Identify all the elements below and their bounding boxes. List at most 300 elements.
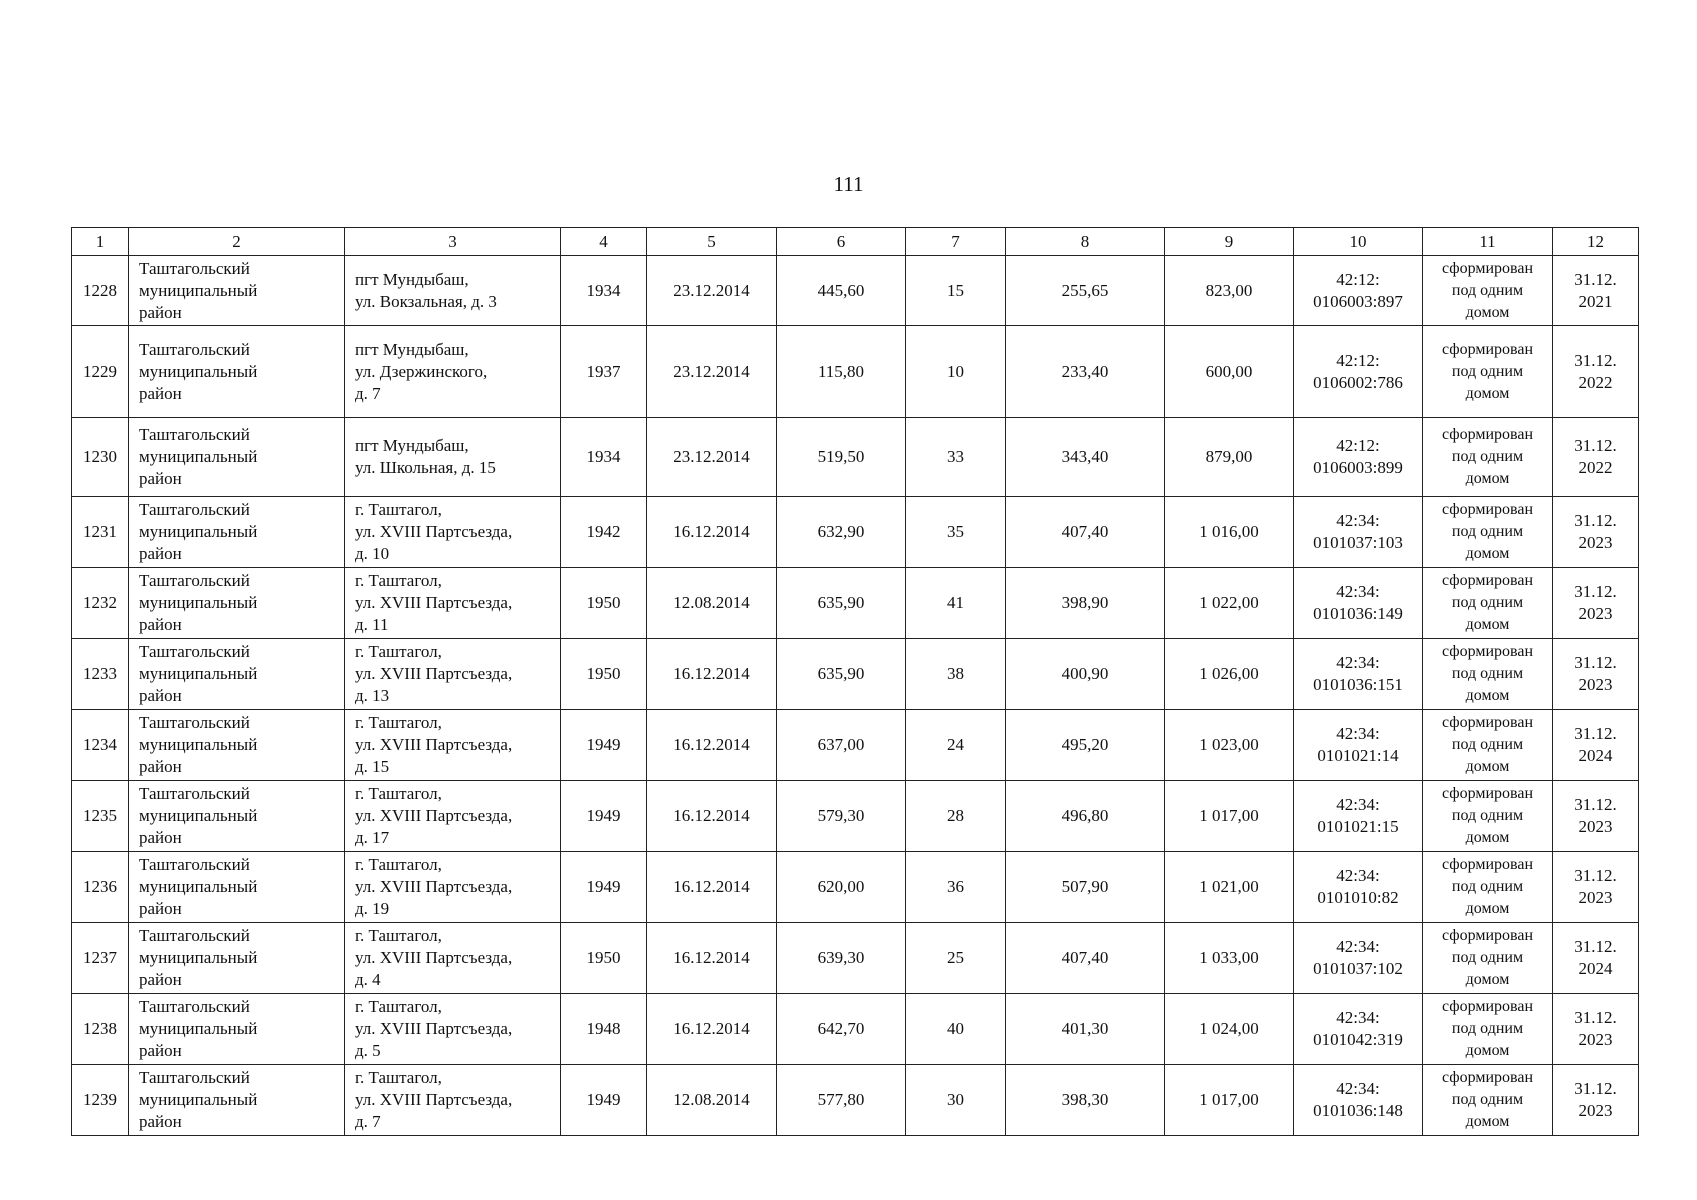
cell-line: под одним (1451, 807, 1524, 824)
column-8-cell: 401,30 (1006, 994, 1165, 1065)
cell-line: домом (1465, 303, 1510, 321)
district-cell (129, 497, 345, 568)
cell-line: сформирован (1441, 501, 1534, 518)
cell-line: сформирован (1441, 998, 1534, 1015)
cell-line: 42:34: (1336, 866, 1380, 885)
column-8-cell: 233,40 (1006, 326, 1165, 418)
cell-line: д. 5 (355, 1041, 381, 1060)
cell-line: Таштагольский (139, 1068, 250, 1087)
column-7-cell: 41 (906, 568, 1006, 639)
column-header-12: 12 (1553, 228, 1639, 256)
housing-register-table (71, 227, 1639, 1136)
row-number-cell: 1234 (72, 710, 129, 781)
column-9-cell: 1 024,00 (1165, 994, 1294, 1065)
cell-line: 31.12. (1574, 724, 1617, 743)
cell-line: Таштагольский (139, 713, 250, 732)
cell-line: ул. XVIII Партсъезда, (355, 877, 513, 896)
cell-line: г. Таштагол, (355, 926, 442, 945)
year-cell: 1934 (561, 256, 647, 326)
year-cell: 1949 (561, 1065, 647, 1136)
cell-line: 42:34: (1336, 511, 1380, 530)
date-cell: 12.08.2014 (647, 1065, 777, 1136)
area-cell: 519,50 (777, 418, 906, 497)
cell-line: 42:34: (1336, 724, 1380, 743)
year-cell: 1934 (561, 418, 647, 497)
row-number-cell: 1237 (72, 923, 129, 994)
table-row (72, 639, 1639, 710)
column-header-8: 8 (1006, 228, 1165, 256)
cell-line: 31.12. (1574, 511, 1617, 530)
cell-line: муниципальный (139, 522, 258, 541)
address-cell (345, 639, 561, 710)
address-cell (345, 852, 561, 923)
column-7-cell: 24 (906, 710, 1006, 781)
cell-line: Таштагольский (139, 997, 250, 1016)
column-9-cell: 1 022,00 (1165, 568, 1294, 639)
cell-line: ул. Дзержинского, (355, 361, 488, 381)
cell-line: муниципальный (139, 664, 258, 683)
cell-line: сформирован (1441, 340, 1534, 358)
cadastral-number-cell (1294, 994, 1423, 1065)
table-row (72, 994, 1639, 1065)
cell-line: 2022 (1578, 458, 1613, 477)
year-cell: 1949 (561, 781, 647, 852)
status-cell (1423, 710, 1553, 781)
cell-line: домом (1465, 758, 1510, 775)
column-8-cell: 496,80 (1006, 781, 1165, 852)
district-cell (129, 639, 345, 710)
deadline-cell (1553, 639, 1639, 710)
cell-line: сформирован (1441, 785, 1534, 802)
cell-line: г. Таштагол, (355, 1068, 442, 1087)
cell-line: 0101021:14 (1317, 746, 1399, 765)
cadastral-number-cell (1294, 923, 1423, 994)
cell-line: 31.12. (1574, 866, 1617, 885)
column-9-cell: 600,00 (1165, 326, 1294, 418)
deadline-cell (1553, 781, 1639, 852)
cell-line: под одним (1451, 594, 1524, 611)
cell-line: Таштагольский (139, 855, 250, 874)
date-cell: 16.12.2014 (647, 923, 777, 994)
cadastral-number-cell (1294, 1065, 1423, 1136)
status-cell (1423, 852, 1553, 923)
cell-line: 2022 (1578, 372, 1613, 392)
cell-line: 2024 (1578, 746, 1613, 765)
column-8-cell: 495,20 (1006, 710, 1165, 781)
cell-line: пгт Мундыбаш, (355, 269, 469, 289)
column-7-cell: 15 (906, 256, 1006, 326)
deadline-cell (1553, 710, 1639, 781)
cell-line: 42:12: (1336, 269, 1380, 289)
cell-line: сформирован (1441, 856, 1534, 873)
cell-line: район (139, 757, 182, 776)
row-number-cell: 1239 (72, 1065, 129, 1136)
cell-line: ул. XVIII Партсъезда, (355, 522, 513, 541)
column-8-cell: 343,40 (1006, 418, 1165, 497)
cell-line: пгт Мундыбаш, (355, 436, 469, 455)
status-cell (1423, 923, 1553, 994)
column-8-cell: 398,90 (1006, 568, 1165, 639)
cell-line: Таштагольский (139, 258, 250, 278)
cadastral-number-cell (1294, 781, 1423, 852)
cell-line: под одним (1451, 949, 1524, 966)
column-header-2: 2 (129, 228, 345, 256)
cell-line: 0101037:103 (1313, 533, 1403, 552)
date-cell: 16.12.2014 (647, 639, 777, 710)
cadastral-number-cell (1294, 418, 1423, 497)
cadastral-number-cell (1294, 852, 1423, 923)
cell-line: сформирован (1441, 927, 1534, 944)
column-7-cell: 40 (906, 994, 1006, 1065)
year-cell: 1942 (561, 497, 647, 568)
cell-line: ул. Вокзальная, д. 3 (355, 291, 497, 311)
date-cell: 23.12.2014 (647, 256, 777, 326)
cell-line: 2023 (1578, 1101, 1613, 1120)
cell-line: 0101010:82 (1317, 888, 1399, 907)
column-9-cell: 1 016,00 (1165, 497, 1294, 568)
row-number-cell: 1229 (72, 326, 129, 418)
column-header-5: 5 (647, 228, 777, 256)
district-cell (129, 852, 345, 923)
column-header-3: 3 (345, 228, 561, 256)
column-9-cell: 1 023,00 (1165, 710, 1294, 781)
deadline-cell (1553, 326, 1639, 418)
cell-line: ул. XVIII Партсъезда, (355, 664, 513, 683)
column-8-cell: 255,65 (1006, 256, 1165, 326)
year-cell: 1950 (561, 568, 647, 639)
table-row (72, 568, 1639, 639)
cell-line: д. 7 (355, 1112, 381, 1131)
cell-line: 31.12. (1574, 1079, 1617, 1098)
column-8-cell: 407,40 (1006, 497, 1165, 568)
column-7-cell: 25 (906, 923, 1006, 994)
column-9-cell: 1 017,00 (1165, 781, 1294, 852)
cell-line: муниципальный (139, 735, 258, 754)
column-7-cell: 10 (906, 326, 1006, 418)
cell-line: г. Таштагол, (355, 997, 442, 1016)
row-number-cell: 1236 (72, 852, 129, 923)
column-header-6: 6 (777, 228, 906, 256)
cell-line: сформирован (1441, 426, 1534, 443)
status-cell (1423, 568, 1553, 639)
cell-line: г. Таштагол, (355, 500, 442, 519)
table-row (72, 326, 1639, 418)
address-cell (345, 923, 561, 994)
status-cell (1423, 639, 1553, 710)
status-cell (1423, 994, 1553, 1065)
cell-line: домом (1465, 971, 1510, 988)
year-cell: 1948 (561, 994, 647, 1065)
table-row (72, 710, 1639, 781)
cadastral-number-cell (1294, 256, 1423, 326)
date-cell: 23.12.2014 (647, 418, 777, 497)
cell-line: ул. XVIII Партсъезда, (355, 948, 513, 967)
cell-line: г. Таштагол, (355, 713, 442, 732)
deadline-cell (1553, 568, 1639, 639)
address-cell (345, 497, 561, 568)
district-cell (129, 994, 345, 1065)
district-cell (129, 568, 345, 639)
cell-line: район (139, 615, 182, 634)
cell-line: под одним (1451, 448, 1524, 465)
cell-line: под одним (1451, 1020, 1524, 1037)
cell-line: 0106002:786 (1313, 372, 1403, 392)
district-cell (129, 923, 345, 994)
date-cell: 16.12.2014 (647, 497, 777, 568)
row-number-cell: 1231 (72, 497, 129, 568)
district-cell (129, 781, 345, 852)
area-cell: 577,80 (777, 1065, 906, 1136)
date-cell: 16.12.2014 (647, 710, 777, 781)
area-cell: 635,90 (777, 639, 906, 710)
cell-line: Таштагольский (139, 571, 250, 590)
column-8-cell: 400,90 (1006, 639, 1165, 710)
cell-line: муниципальный (139, 361, 258, 381)
column-header-11: 11 (1423, 228, 1553, 256)
cell-line: домом (1465, 1042, 1510, 1059)
cell-line: сформирован (1441, 1069, 1534, 1086)
cell-line: домом (1465, 384, 1510, 402)
cell-line: 2023 (1578, 604, 1613, 623)
cell-line: пгт Мундыбаш, (355, 339, 469, 359)
cell-line: под одним (1451, 665, 1524, 682)
date-cell: 12.08.2014 (647, 568, 777, 639)
cell-line: 0101042:319 (1313, 1030, 1403, 1049)
cadastral-number-cell (1294, 639, 1423, 710)
status-cell (1423, 497, 1553, 568)
deadline-cell (1553, 256, 1639, 326)
cell-line: 42:12: (1336, 350, 1380, 370)
column-7-cell: 35 (906, 497, 1006, 568)
district-cell (129, 256, 345, 326)
column-number-row (72, 228, 1639, 256)
address-cell (345, 568, 561, 639)
cell-line: 42:34: (1336, 1079, 1380, 1098)
cell-line: муниципальный (139, 806, 258, 825)
cell-line: 31.12. (1574, 795, 1617, 814)
cell-line: 31.12. (1574, 350, 1617, 370)
column-7-cell: 28 (906, 781, 1006, 852)
cadastral-number-cell (1294, 710, 1423, 781)
column-7-cell: 38 (906, 639, 1006, 710)
column-9-cell: 1 017,00 (1165, 1065, 1294, 1136)
district-cell (129, 1065, 345, 1136)
cell-line: д. 13 (355, 686, 390, 705)
area-cell: 445,60 (777, 256, 906, 326)
date-cell: 16.12.2014 (647, 994, 777, 1065)
deadline-cell (1553, 923, 1639, 994)
cell-line: домом (1465, 545, 1510, 562)
cell-line: д. 17 (355, 828, 390, 847)
status-cell (1423, 326, 1553, 418)
cell-line: домом (1465, 900, 1510, 917)
address-cell (345, 1065, 561, 1136)
cell-line: д. 15 (355, 757, 390, 776)
date-cell: 23.12.2014 (647, 326, 777, 418)
deadline-cell (1553, 1065, 1639, 1136)
cadastral-number-cell (1294, 497, 1423, 568)
cell-line: 0106003:897 (1313, 291, 1403, 311)
cell-line: район (139, 469, 182, 488)
address-cell (345, 710, 561, 781)
row-number-cell: 1228 (72, 256, 129, 326)
row-number-cell: 1233 (72, 639, 129, 710)
cell-line: домом (1465, 1113, 1510, 1130)
cell-line: под одним (1451, 281, 1524, 299)
area-cell: 632,90 (777, 497, 906, 568)
column-9-cell: 823,00 (1165, 256, 1294, 326)
status-cell (1423, 1065, 1553, 1136)
cell-line: Таштагольский (139, 425, 250, 444)
area-cell: 620,00 (777, 852, 906, 923)
cell-line: 31.12. (1574, 937, 1617, 956)
cell-line: под одним (1451, 523, 1524, 540)
cell-line: район (139, 383, 182, 403)
cell-line: 31.12. (1574, 1008, 1617, 1027)
cell-line: под одним (1451, 1091, 1524, 1108)
cell-line: 2023 (1578, 1030, 1613, 1049)
address-cell (345, 418, 561, 497)
year-cell: 1950 (561, 639, 647, 710)
cell-line: муниципальный (139, 1090, 258, 1109)
cell-line: д. 19 (355, 899, 390, 918)
date-cell: 16.12.2014 (647, 781, 777, 852)
cell-line: район (139, 1112, 182, 1131)
date-cell: 16.12.2014 (647, 852, 777, 923)
cell-line: 0101036:149 (1313, 604, 1403, 623)
cell-line: домом (1465, 687, 1510, 704)
column-9-cell: 879,00 (1165, 418, 1294, 497)
cell-line: район (139, 828, 182, 847)
area-cell: 579,30 (777, 781, 906, 852)
cell-line: ул. XVIII Партсъезда, (355, 593, 513, 612)
year-cell: 1937 (561, 326, 647, 418)
column-header-4: 4 (561, 228, 647, 256)
cell-line: под одним (1451, 736, 1524, 753)
table-row (72, 923, 1639, 994)
status-cell (1423, 418, 1553, 497)
cell-line: домом (1465, 616, 1510, 633)
column-7-cell: 33 (906, 418, 1006, 497)
cell-line: 0106003:899 (1313, 458, 1403, 477)
row-number-cell: 1238 (72, 994, 129, 1065)
table-row (72, 1065, 1639, 1136)
area-cell: 639,30 (777, 923, 906, 994)
year-cell: 1949 (561, 710, 647, 781)
cell-line: 0101036:148 (1313, 1101, 1403, 1120)
cell-line: д. 4 (355, 970, 381, 989)
table-row (72, 852, 1639, 923)
status-cell (1423, 256, 1553, 326)
district-cell (129, 326, 345, 418)
column-8-cell: 507,90 (1006, 852, 1165, 923)
cell-line: 0101036:151 (1313, 675, 1403, 694)
column-9-cell: 1 021,00 (1165, 852, 1294, 923)
table-body (72, 256, 1639, 1136)
year-cell: 1949 (561, 852, 647, 923)
cell-line: 31.12. (1574, 582, 1617, 601)
deadline-cell (1553, 497, 1639, 568)
cell-line: район (139, 302, 182, 322)
year-cell: 1950 (561, 923, 647, 994)
cell-line: сформирован (1441, 714, 1534, 731)
cell-line: муниципальный (139, 447, 258, 466)
cell-line: 31.12. (1574, 653, 1617, 672)
cell-line: 31.12. (1574, 269, 1617, 289)
cell-line: ул. XVIII Партсъезда, (355, 806, 513, 825)
cell-line: 42:34: (1336, 653, 1380, 672)
cell-line: 2021 (1578, 291, 1613, 311)
cell-line: г. Таштагол, (355, 571, 442, 590)
column-header-7: 7 (906, 228, 1006, 256)
address-cell (345, 994, 561, 1065)
cell-line: 2024 (1578, 959, 1613, 978)
cell-line: район (139, 899, 182, 918)
row-number-cell: 1232 (72, 568, 129, 639)
cell-line: под одним (1451, 878, 1524, 895)
cell-line: 2023 (1578, 817, 1613, 836)
cell-line: 42:34: (1336, 937, 1380, 956)
cell-line: под одним (1451, 362, 1524, 380)
cell-line: г. Таштагол, (355, 642, 442, 661)
cell-line: ул. Школьная, д. 15 (355, 458, 496, 477)
cell-line: район (139, 686, 182, 705)
cell-line: сформирован (1441, 259, 1534, 277)
column-header-9: 9 (1165, 228, 1294, 256)
column-9-cell: 1 026,00 (1165, 639, 1294, 710)
cell-line: муниципальный (139, 877, 258, 896)
column-8-cell: 398,30 (1006, 1065, 1165, 1136)
cell-line: д. 10 (355, 544, 390, 563)
cell-line: г. Таштагол, (355, 784, 442, 803)
area-cell: 115,80 (777, 326, 906, 418)
cell-line: ул. XVIII Партсъезда, (355, 1019, 513, 1038)
district-cell (129, 418, 345, 497)
cell-line: сформирован (1441, 643, 1534, 660)
cell-line: район (139, 1041, 182, 1060)
page-number: 111 (833, 172, 864, 196)
cell-line: Таштагольский (139, 642, 250, 661)
cell-line: 31.12. (1574, 436, 1617, 455)
table-row (72, 781, 1639, 852)
table-row (72, 497, 1639, 568)
cell-line: Таштагольский (139, 339, 250, 359)
cell-line: район (139, 970, 182, 989)
area-cell: 642,70 (777, 994, 906, 1065)
address-cell (345, 781, 561, 852)
cell-line: муниципальный (139, 948, 258, 967)
column-7-cell: 30 (906, 1065, 1006, 1136)
address-cell (345, 326, 561, 418)
row-number-cell: 1235 (72, 781, 129, 852)
area-cell: 635,90 (777, 568, 906, 639)
column-7-cell: 36 (906, 852, 1006, 923)
cell-line: г. Таштагол, (355, 855, 442, 874)
row-number-cell: 1230 (72, 418, 129, 497)
cell-line: 0101021:15 (1317, 817, 1399, 836)
cell-line: сформирован (1441, 572, 1534, 589)
cell-line: Таштагольский (139, 784, 250, 803)
cell-line: муниципальный (139, 1019, 258, 1038)
cell-line: 2023 (1578, 675, 1613, 694)
cell-line: Таштагольский (139, 500, 250, 519)
cell-line: ул. XVIII Партсъезда, (355, 1090, 513, 1109)
table-row (72, 256, 1639, 326)
cell-line: д. 11 (355, 615, 389, 634)
cell-line: 42:34: (1336, 795, 1380, 814)
deadline-cell (1553, 994, 1639, 1065)
cell-line: Таштагольский (139, 926, 250, 945)
